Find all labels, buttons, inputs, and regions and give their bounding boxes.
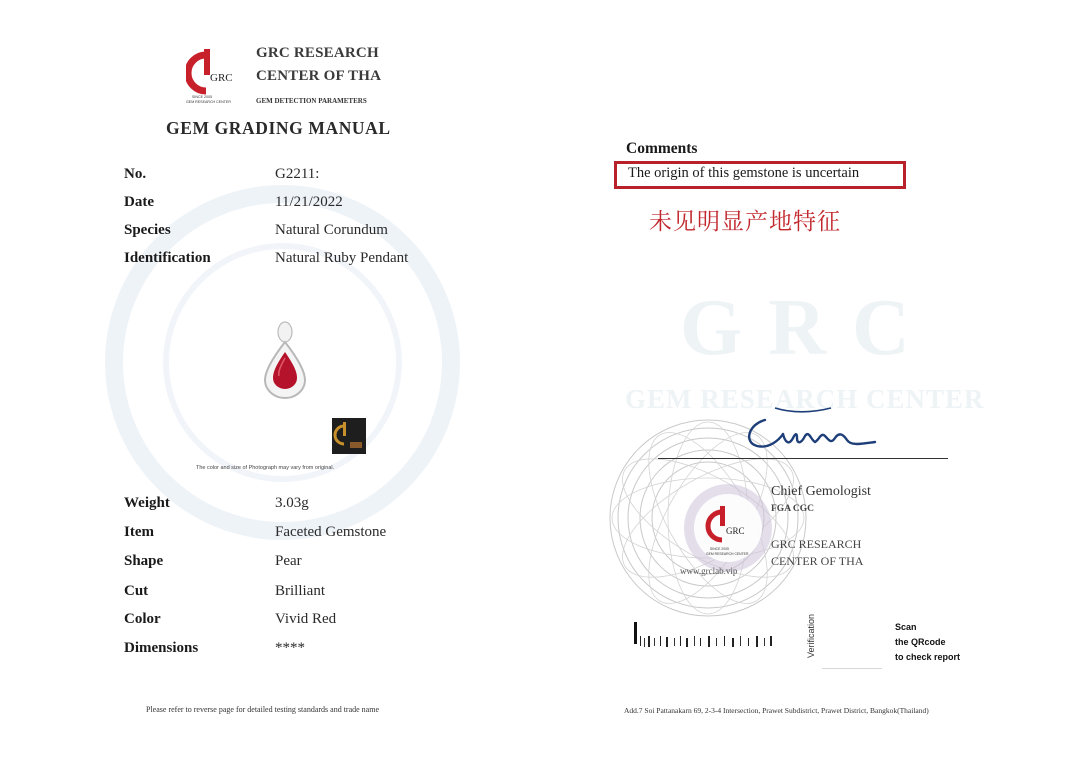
field-label-species: Species bbox=[124, 222, 171, 238]
field-value-shape: Pear bbox=[275, 553, 302, 569]
field-label-date: Date bbox=[124, 194, 154, 210]
comment-text: The origin of this gemstone is uncertain bbox=[628, 165, 860, 181]
org-name-line1: GRC RESEARCH bbox=[256, 45, 379, 61]
qr-area-line bbox=[822, 668, 882, 669]
svg-text:GEM RESEARCH CENTER: GEM RESEARCH CENTER bbox=[186, 100, 231, 104]
gemologist-credentials: FGA CGC bbox=[771, 504, 815, 514]
scan-line-1: Scan bbox=[895, 622, 917, 632]
svg-text:SINCE 2005: SINCE 2005 bbox=[192, 95, 212, 99]
left-footer-note: Please refer to reverse page for detailed testing standards and trade name bbox=[146, 705, 380, 714]
field-value-no: G2211: bbox=[275, 166, 320, 182]
field-value-date: 11/21/2022 bbox=[275, 194, 343, 210]
field-value-species: Natural Corundum bbox=[275, 222, 388, 238]
chief-gemologist-title: Chief Gemologist bbox=[771, 484, 871, 499]
field-value-color: Vivid Red bbox=[275, 611, 337, 627]
grc-name-line1: GRC RESEARCH bbox=[771, 537, 862, 551]
field-label-shape: Shape bbox=[124, 553, 164, 569]
field-label-color: Color bbox=[124, 611, 161, 627]
photo-disclaimer: The color and size of Photograph may vary from original. bbox=[196, 465, 335, 471]
field-value-item: Faceted Gemstone bbox=[275, 524, 387, 540]
signature bbox=[735, 406, 885, 458]
certificate-thumbnail bbox=[332, 418, 366, 454]
ruby-pendant-photo bbox=[255, 320, 315, 400]
field-value-weight: 3.03g bbox=[275, 495, 309, 511]
lab-address: Add.7 Soi Pattanakarn 69, 2-3-4 Intersection, Prawet Subdistrict, Prawet District, Bangkok(Thailand) bbox=[624, 706, 929, 715]
grc-watermark-small: GEM RESEARCH CENTER bbox=[625, 384, 985, 414]
chinese-origin-note: 未见明显产地特征 bbox=[649, 209, 841, 235]
signature-line bbox=[658, 458, 948, 459]
field-label-weight: Weight bbox=[124, 495, 170, 511]
scan-line-2: the QRcode bbox=[895, 637, 946, 647]
org-subtitle: GEM DETECTION PARAMETERS bbox=[256, 97, 367, 105]
svg-text:GRC: GRC bbox=[726, 526, 745, 536]
field-label-no: No. bbox=[124, 166, 147, 182]
verification-label: Verification bbox=[806, 613, 816, 658]
org-name-line2: CENTER OF THA bbox=[256, 68, 382, 84]
field-label-item: Item bbox=[124, 524, 154, 540]
field-value-identification: Natural Ruby Pendant bbox=[275, 250, 409, 266]
field-label-dimensions: Dimensions bbox=[124, 640, 199, 656]
field-value-dimensions: **** bbox=[275, 640, 305, 656]
report-barcode bbox=[634, 622, 774, 650]
grc-name-line2: CENTER OF THA bbox=[771, 554, 864, 568]
field-value-cut: Brilliant bbox=[275, 583, 325, 599]
manual-title: GEM GRADING MANUAL bbox=[166, 118, 391, 138]
svg-text:SINCE 2005: SINCE 2005 bbox=[710, 547, 729, 551]
website-url: www.grclab.vip bbox=[680, 566, 738, 576]
svg-text:GEM RESEARCH CENTER: GEM RESEARCH CENTER bbox=[706, 552, 749, 556]
grc-logo bbox=[186, 47, 236, 105]
grc-watermark-large: GRC bbox=[680, 284, 936, 372]
scan-line-3: to check report bbox=[895, 652, 961, 662]
comments-heading: Comments bbox=[626, 140, 698, 157]
field-label-identification: Identification bbox=[124, 250, 211, 266]
svg-text:GRC: GRC bbox=[210, 72, 233, 84]
field-label-cut: Cut bbox=[124, 583, 149, 599]
